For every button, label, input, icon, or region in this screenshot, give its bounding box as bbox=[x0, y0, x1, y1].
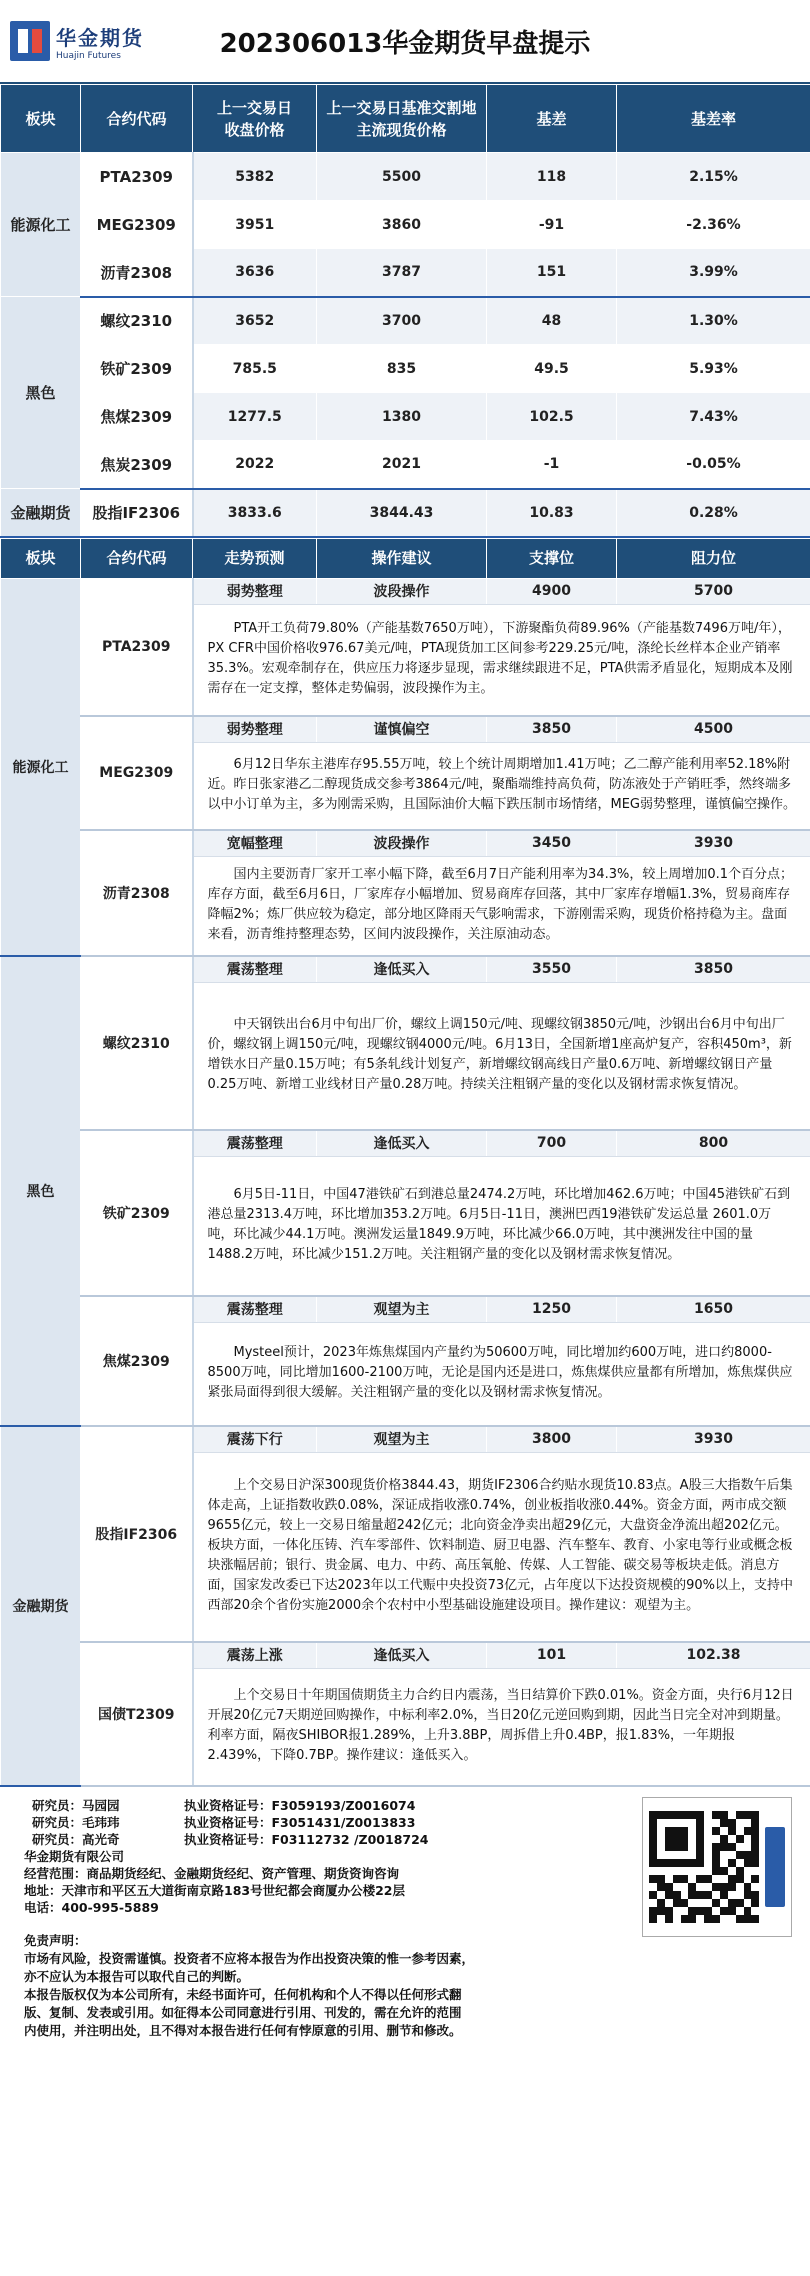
sector-label: 金融期货 bbox=[1, 1426, 81, 1786]
trade-advice: 逢低买入 bbox=[317, 1130, 487, 1156]
support-level: 3450 bbox=[487, 830, 617, 856]
outlook-summary-row bbox=[1, 1426, 810, 1452]
sector-label: 能源化工 bbox=[1, 153, 81, 297]
disclaimer-title: 免责声明： bbox=[24, 1933, 87, 1948]
market-commentary: 国内主要沥青厂家开工率小幅下降，截至6月7日产能利用率为34.3%，较上周增加0.1个百分点；库存方面，截至6月6日，厂家库存小幅增加、贸易商库存回落，其中厂家库存增幅1.3%，贸易商库存降幅2%；炼厂供应较为稳定，部分地区降雨天气影响需求，下游刚需采购，现货价格持稳为主。盘面来看，沥青维持整理态势，区间内波段操作，关注原油动态。 bbox=[193, 856, 810, 956]
contract-code: 铁矿2309 bbox=[81, 345, 193, 393]
market-commentary: 上个交易日十年期国债期货主力合约日内震荡，当日结算价下跌0.01%。资金方面，央行6月12日开展20亿元7天期逆回购操作，中标利率2.0%，当日20亿元逆回购到期，因此当日完全对冲到期量。利率方面，隔夜SHIBOR报1.289%，上升3.8BP，周拆借上升0.4BP，报1.83%，一年期报2.439%，下降0.7BP。操作建议：逢低买入。 bbox=[193, 1668, 810, 1786]
researcher-name: 研究员：高光奇 bbox=[32, 1832, 120, 1847]
support-level: 4900 bbox=[487, 578, 617, 604]
col2-code: 合约代码 bbox=[81, 538, 193, 578]
outlook-summary-row bbox=[1, 830, 810, 856]
trade-advice: 观望为主 bbox=[317, 1426, 487, 1452]
resistance-level: 800 bbox=[617, 1130, 810, 1156]
report-title: 202306013华金期货早盘提示 bbox=[219, 28, 591, 59]
basis-rate: -0.05% bbox=[617, 441, 810, 489]
spot-price: 3844.43 bbox=[317, 489, 487, 537]
resistance-level: 5700 bbox=[617, 578, 810, 604]
col2-advice: 操作建议 bbox=[317, 538, 487, 578]
market-commentary: 中天钢铁出台6月中旬出厂价，螺纹上调150元/吨、现螺纹钢3850元/吨，沙钢出台6月中旬出厂价，螺纹钢上调150元/吨，现螺纹钢4000元/吨。6月13日，全国新增1座高炉复产，容积450m³，新增铁水日产量0.15万吨；有5条轧线计划复产，新增螺纹钢高线日产量0.6万吨、新增螺纹钢日产量0.25万吨、新增工业线材日产量0.28万吨。持续关注粗钢产量的变化以及钢材需求恢复情况。 bbox=[193, 982, 810, 1130]
resistance-level: 4500 bbox=[617, 716, 810, 742]
outlook-table-header bbox=[1, 538, 810, 578]
basis-row bbox=[1, 345, 810, 393]
basis-value: -91 bbox=[487, 201, 617, 249]
basis-rate: -2.36% bbox=[617, 201, 810, 249]
contract-code: 焦炭2309 bbox=[81, 441, 193, 489]
contract-code: 螺纹2310 bbox=[81, 956, 193, 1130]
outlook-summary-row bbox=[1, 578, 810, 604]
contract-code: 沥青2308 bbox=[81, 249, 193, 297]
disclaimer-line: 市场有风险，投资需谨慎。投资者不应将本报告为作出投资决策的惟一参考因素， bbox=[24, 1951, 475, 1966]
basis-value: 102.5 bbox=[487, 393, 617, 441]
brand-name-cn: 华金期货 bbox=[56, 25, 144, 50]
contract-code: MEG2309 bbox=[81, 201, 193, 249]
logo-mark-icon bbox=[10, 21, 50, 61]
close-price: 5382 bbox=[193, 153, 317, 201]
spot-price: 2021 bbox=[317, 441, 487, 489]
trade-advice: 谨慎偏空 bbox=[317, 716, 487, 742]
researcher-name: 研究员：毛玮玮 bbox=[32, 1815, 120, 1830]
market-commentary: 6月12日华东主港库存95.55万吨，较上个统计周期增加1.41万吨；乙二醇产能利用率52.18%附近。昨日张家港乙二醇现货成交参考3864元/吨，聚酯端维持高负荷，防冻液处于产销旺季，然终端多以中小订单为主，多为刚需采购，且国际油价大幅下跌压制市场情绪，MEG弱势整理，谨慎偏空操作。 bbox=[193, 742, 810, 830]
resistance-level: 3930 bbox=[617, 1426, 810, 1452]
sector-label: 黑色 bbox=[1, 297, 81, 489]
qr-code-icon bbox=[649, 1811, 759, 1923]
basis-value: 49.5 bbox=[487, 345, 617, 393]
basis-rate: 0.28% bbox=[617, 489, 810, 537]
resistance-level: 3930 bbox=[617, 830, 810, 856]
spot-price: 3700 bbox=[317, 297, 487, 345]
col-spot-price: 上一交易日基准交割地 主流现货价格 bbox=[317, 85, 487, 153]
contract-code: 螺纹2310 bbox=[81, 297, 193, 345]
col2-support: 支撑位 bbox=[487, 538, 617, 578]
basis-row bbox=[1, 153, 810, 201]
close-price: 3636 bbox=[193, 249, 317, 297]
outlook-summary-row bbox=[1, 1130, 810, 1156]
close-price: 785.5 bbox=[193, 345, 317, 393]
close-price: 3833.6 bbox=[193, 489, 317, 537]
basis-row bbox=[1, 441, 810, 489]
resistance-level: 102.38 bbox=[617, 1642, 810, 1668]
support-level: 3550 bbox=[487, 956, 617, 982]
col2-resist: 阻力位 bbox=[617, 538, 810, 578]
spot-price: 3860 bbox=[317, 201, 487, 249]
outlook-table bbox=[0, 538, 810, 1788]
col-basis: 基差 bbox=[487, 85, 617, 153]
basis-value: 118 bbox=[487, 153, 617, 201]
basis-row bbox=[1, 249, 810, 297]
market-commentary: 上个交易日沪深300现货价格3844.43，期货IF2306合约贴水现货10.83点。A股三大指数午后集体走高，上证指数收跌0.08%，深证成指收涨0.74%，创业板指收涨0.44%。资金方面，两市成交额9655亿元，较上一交易日缩量超242亿元；北向资金净卖出超29亿元，大盘资金净流出超202亿元。板块方面，一体化压铸、汽车零部件、饮料制造、厨卫电器、汽车整车、教育、小家电等行业或概念板块涨幅居前；银行、贵金属、电力、中药、高压氧舱、传媒、人工智能、碳交易等板块走低。消息方面，国家发改委已下达2023年以工代赈中央投资73亿元，占年度以下达投资规模的90%以上，支持中西部20余个省份实施2000余个农村中小型基础设施建设项目。操作建议：观望为主。 bbox=[193, 1452, 810, 1642]
researcher-license: 执业资格证号：F3051431/Z0013833 bbox=[184, 1815, 416, 1830]
spot-price: 5500 bbox=[317, 153, 487, 201]
contract-code: PTA2309 bbox=[81, 153, 193, 201]
contract-code: 铁矿2309 bbox=[81, 1130, 193, 1296]
col2-sector: 板块 bbox=[1, 538, 81, 578]
contract-code: 股指IF2306 bbox=[81, 1426, 193, 1642]
close-price: 3951 bbox=[193, 201, 317, 249]
basis-table-header bbox=[1, 85, 810, 153]
basis-value: 151 bbox=[487, 249, 617, 297]
trade-advice: 观望为主 bbox=[317, 1296, 487, 1322]
outlook-summary-row bbox=[1, 956, 810, 982]
support-level: 3800 bbox=[487, 1426, 617, 1452]
support-level: 101 bbox=[487, 1642, 617, 1668]
market-commentary: 6月5日-11日，中国47港铁矿石到港总量2474.2万吨，环比增加462.6万吨；中国45港铁矿石到港总量2313.4万吨，环比增加353.2万吨。6月5日-11日，澳洲巴西19港铁矿发运总量 2601.0万吨，环比减少44.1万吨。澳洲发运量1849.9万吨，环比减少66.0万吨，其中澳洲发往中国的量1488.2万吨，环比减少151.2万吨。关注粗钢产量的变化以及钢材需求恢复情况。 bbox=[193, 1156, 810, 1296]
qr-brand-icon bbox=[765, 1827, 785, 1907]
basis-value: 48 bbox=[487, 297, 617, 345]
col-close-price: 上一交易日 收盘价格 bbox=[193, 85, 317, 153]
spot-price: 835 bbox=[317, 345, 487, 393]
market-commentary: Mysteel预计，2023年炼焦煤国内产量约为50600万吨，同比增加约600万吨，进口约8000-8500万吨，同比增加1600-2100万吨，无论是国内还是进口，炼焦煤供应量都有所增加，炼焦煤供应紧张局面得到很大缓解。关注粗钢产量的变化以及钢材需求恢复情况。 bbox=[193, 1322, 810, 1426]
contract-code: 股指IF2306 bbox=[81, 489, 193, 537]
trend-forecast: 震荡下行 bbox=[193, 1426, 317, 1452]
disclaimer-line: 版、复制、发表或引用。如征得本公司同意进行引用、刊发的，需在允许的范围 bbox=[24, 2005, 462, 2020]
trend-forecast: 宽幅整理 bbox=[193, 830, 317, 856]
spot-price: 3787 bbox=[317, 249, 487, 297]
company-phone: 电话：400-995-5889 bbox=[24, 1900, 159, 1915]
contract-code: 沥青2308 bbox=[81, 830, 193, 956]
researcher-license: 执业资格证号：F3059193/Z0016074 bbox=[184, 1798, 416, 1813]
report-header bbox=[0, 0, 810, 84]
resistance-level: 3850 bbox=[617, 956, 810, 982]
support-level: 1250 bbox=[487, 1296, 617, 1322]
basis-row bbox=[1, 297, 810, 345]
researcher-license: 执业资格证号：F03112732 /Z0018724 bbox=[184, 1832, 429, 1847]
trade-advice: 逢低买入 bbox=[317, 1642, 487, 1668]
researcher-name: 研究员：马园园 bbox=[32, 1798, 120, 1813]
report-footer bbox=[0, 1787, 810, 1916]
trend-forecast: 弱势整理 bbox=[193, 716, 317, 742]
sector-label: 金融期货 bbox=[1, 489, 81, 537]
contract-code: MEG2309 bbox=[81, 716, 193, 830]
brand-name-en: Huajin Futures bbox=[56, 50, 121, 61]
basis-rate: 5.93% bbox=[617, 345, 810, 393]
basis-row bbox=[1, 489, 810, 537]
contract-code: 焦煤2309 bbox=[81, 1296, 193, 1426]
disclaimer-line: 本报告版权仅为本公司所有，未经书面许可，任何机构和个人不得以任何形式翻 bbox=[24, 1987, 462, 2002]
trend-forecast: 震荡整理 bbox=[193, 956, 317, 982]
basis-rate: 1.30% bbox=[617, 297, 810, 345]
business-scope: 经营范围：商品期货经纪、金融期货经纪、资产管理、期货资询咨询 bbox=[24, 1866, 400, 1881]
qr-code bbox=[642, 1797, 792, 1937]
basis-table bbox=[0, 84, 810, 538]
close-price: 1277.5 bbox=[193, 393, 317, 441]
basis-rate: 3.99% bbox=[617, 249, 810, 297]
trade-advice: 逢低买入 bbox=[317, 956, 487, 982]
company-address: 地址：天津市和平区五大道街南京路183号世纪都会商厦办公楼22层 bbox=[24, 1883, 405, 1898]
basis-rate: 2.15% bbox=[617, 153, 810, 201]
trend-forecast: 弱势整理 bbox=[193, 578, 317, 604]
basis-value: 10.83 bbox=[487, 489, 617, 537]
support-level: 3850 bbox=[487, 716, 617, 742]
outlook-summary-row bbox=[1, 1642, 810, 1668]
trade-advice: 波段操作 bbox=[317, 578, 487, 604]
support-level: 700 bbox=[487, 1130, 617, 1156]
contract-code: 焦煤2309 bbox=[81, 393, 193, 441]
trend-forecast: 震荡上涨 bbox=[193, 1642, 317, 1668]
trend-forecast: 震荡整理 bbox=[193, 1130, 317, 1156]
disclaimer-line: 亦不应认为本报告可以取代自己的判断。 bbox=[24, 1969, 250, 1984]
outlook-summary-row bbox=[1, 716, 810, 742]
brand-logo bbox=[0, 21, 150, 61]
close-price: 3652 bbox=[193, 297, 317, 345]
sector-label: 能源化工 bbox=[1, 578, 81, 956]
col-sector: 板块 bbox=[1, 85, 81, 153]
spot-price: 1380 bbox=[317, 393, 487, 441]
col-code: 合约代码 bbox=[81, 85, 193, 153]
basis-row bbox=[1, 201, 810, 249]
disclaimer-line: 内使用，并注明出处，且不得对本报告进行任何有悖原意的引用、删节和修改。 bbox=[24, 2023, 462, 2038]
sector-label: 黑色 bbox=[1, 956, 81, 1426]
company-name: 华金期货有限公司 bbox=[24, 1849, 125, 1864]
outlook-summary-row bbox=[1, 1296, 810, 1322]
contract-code: PTA2309 bbox=[81, 578, 193, 716]
basis-value: -1 bbox=[487, 441, 617, 489]
col-basis-rate: 基差率 bbox=[617, 85, 810, 153]
trade-advice: 波段操作 bbox=[317, 830, 487, 856]
basis-rate: 7.43% bbox=[617, 393, 810, 441]
market-commentary: PTA开工负荷79.80%（产能基数7650万吨），下游聚酯负荷89.96%（产能基数7496万吨/年），PX CFR中国价格收976.67美元/吨，PTA现货加工区间参考229.25元/吨，涤纶长丝样本企业产销率35.3%。宏观牵制存在，供应压力将逐步显现，需求继续跟进不足，PTA供需矛盾显化，短期成本及刚需存在一定支撑，整体走势偏弱，波段操作为主。 bbox=[193, 604, 810, 716]
resistance-level: 1650 bbox=[617, 1296, 810, 1322]
basis-row bbox=[1, 393, 810, 441]
close-price: 2022 bbox=[193, 441, 317, 489]
col2-trend: 走势预测 bbox=[193, 538, 317, 578]
contract-code: 国债T2309 bbox=[81, 1642, 193, 1786]
trend-forecast: 震荡整理 bbox=[193, 1296, 317, 1322]
